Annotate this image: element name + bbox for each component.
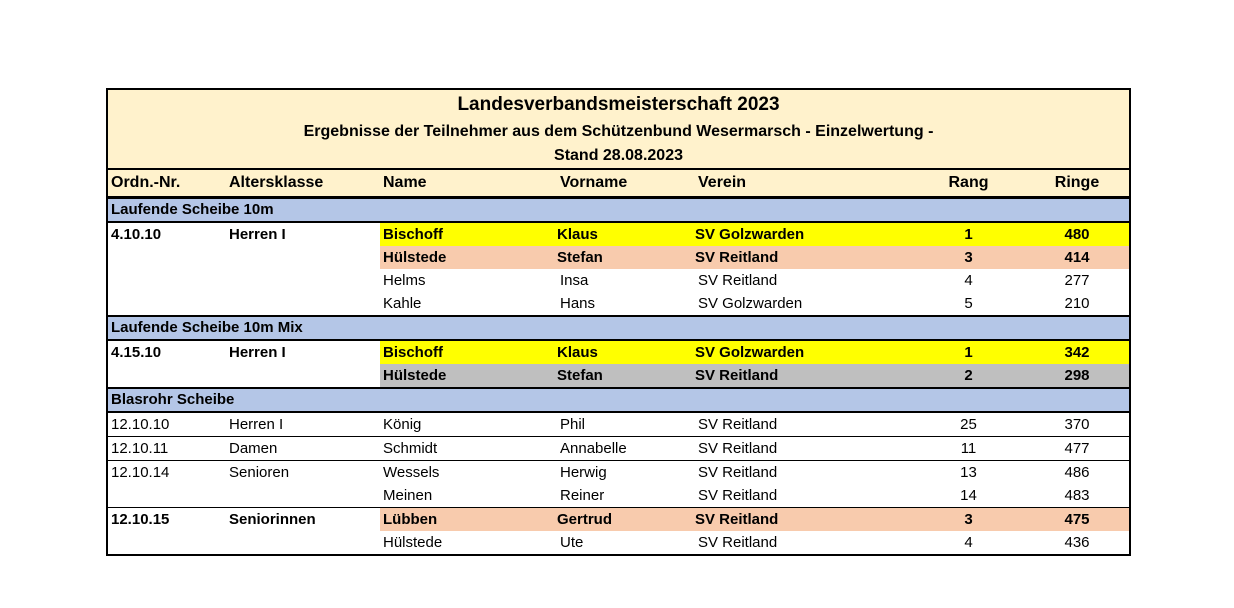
cell-rang: 14 — [960, 487, 977, 504]
cell-verein: SV Reitland — [695, 246, 912, 269]
table-row — [108, 364, 1129, 387]
results-body — [108, 199, 1129, 554]
cell-klasse: Damen — [229, 440, 278, 457]
cell-ringe: 475 — [1025, 508, 1129, 531]
table-row — [108, 246, 1129, 269]
sheet-date: Stand 28.08.2023 — [554, 147, 683, 164]
cell-verein: SV Reitland — [698, 534, 778, 551]
cell-vorname: Klaus — [557, 341, 695, 364]
sheet-subtitle: Ergebnisse der Teilnehmer aus dem Schützenbund Wesermarsch - Einzelwertung - — [303, 123, 934, 140]
cell-klasse: Herren I — [229, 226, 286, 243]
cell-name: Lübben — [380, 508, 557, 531]
cell-ringe: 298 — [1025, 364, 1129, 387]
cell-verein: SV Golzwarden — [695, 223, 912, 246]
col-header-verein: Verein — [698, 174, 747, 191]
cell-vorname: Stefan — [557, 364, 695, 387]
col-header-ordn: Ordn.-Nr. — [111, 174, 181, 191]
cell-ordn — [108, 269, 226, 292]
cell-klasse: Seniorinnen — [229, 511, 316, 528]
cell-klasse — [226, 246, 380, 269]
cell-ordn: 12.10.15 — [111, 511, 170, 528]
cell-verein: SV Reitland — [698, 464, 778, 481]
cell-rang: 3 — [912, 246, 1025, 269]
cell-verein: SV Golzwarden — [695, 341, 912, 364]
cell-ringe: 436 — [1064, 534, 1090, 551]
cell-vorname: Hans — [560, 295, 596, 312]
cell-ordn: 12.10.11 — [111, 440, 169, 457]
results-sheet — [106, 88, 1131, 556]
cell-verein: SV Reitland — [698, 487, 778, 504]
cell-ringe: 477 — [1064, 440, 1090, 457]
cell-verein: SV Reitland — [698, 440, 778, 457]
cell-rang: 2 — [912, 364, 1025, 387]
cell-name: Kahle — [383, 295, 422, 312]
cell-rang: 4 — [964, 272, 973, 289]
cell-ringe: 414 — [1025, 246, 1129, 269]
cell-rang: 3 — [912, 508, 1025, 531]
cell-rang: 4 — [964, 534, 973, 551]
cell-verein: SV Reitland — [695, 364, 912, 387]
cell-rang: 13 — [960, 464, 977, 481]
table-row — [108, 436, 1129, 460]
cell-verein: SV Reitland — [698, 272, 778, 289]
table-row — [108, 531, 1129, 554]
cell-vorname: Herwig — [560, 464, 607, 481]
table-row — [108, 507, 1129, 531]
table-row — [108, 413, 1129, 436]
table-row — [108, 269, 1129, 292]
cell-name: Hülstede — [383, 534, 443, 551]
table-row — [108, 341, 1129, 364]
section-header: Laufende Scheibe 10m Mix — [108, 315, 1129, 341]
section-header: Blasrohr Scheibe — [108, 387, 1129, 413]
cell-rang: 5 — [964, 295, 973, 312]
sheet-header — [108, 90, 1129, 170]
cell-ringe: 483 — [1064, 487, 1090, 504]
col-header-ringe: Ringe — [1054, 174, 1100, 191]
cell-vorname: Klaus — [557, 223, 695, 246]
cell-klasse — [226, 269, 380, 292]
cell-ringe: 342 — [1025, 341, 1129, 364]
cell-klasse: Herren I — [229, 416, 284, 433]
cell-ringe: 370 — [1064, 416, 1090, 433]
sheet-title: Landesverbandsmeisterschaft 2023 — [457, 94, 780, 115]
cell-klasse: Herren I — [229, 344, 286, 361]
cell-ringe: 486 — [1064, 464, 1090, 481]
cell-klasse — [226, 531, 380, 554]
col-header-rang: Rang — [948, 174, 989, 191]
cell-vorname: Gertrud — [557, 508, 695, 531]
cell-ringe: 480 — [1025, 223, 1129, 246]
table-row — [108, 223, 1129, 246]
cell-ordn: 4.15.10 — [111, 344, 162, 361]
cell-klasse — [226, 292, 380, 315]
cell-verein: SV Reitland — [695, 508, 912, 531]
cell-ringe: 210 — [1064, 295, 1090, 312]
cell-name: Wessels — [383, 464, 440, 481]
cell-name: König — [383, 416, 422, 433]
section-header: Laufende Scheibe 10m — [108, 199, 1129, 223]
cell-klasse — [226, 364, 380, 387]
cell-klasse — [226, 484, 380, 507]
cell-verein: SV Golzwarden — [698, 295, 803, 312]
cell-name: Hülstede — [380, 364, 557, 387]
cell-klasse: Senioren — [229, 464, 290, 481]
cell-rang: 11 — [960, 440, 977, 457]
cell-verein: SV Reitland — [698, 416, 778, 433]
col-header-klasse: Altersklasse — [229, 174, 324, 191]
cell-ringe: 277 — [1064, 272, 1090, 289]
cell-ordn — [108, 292, 226, 315]
cell-name: Helms — [383, 272, 426, 289]
cell-vorname: Annabelle — [560, 440, 627, 457]
cell-ordn — [108, 531, 226, 554]
cell-name: Hülstede — [380, 246, 557, 269]
cell-rang: 1 — [912, 223, 1025, 246]
cell-name: Meinen — [383, 487, 433, 504]
table-row — [108, 292, 1129, 315]
cell-ordn — [108, 364, 226, 387]
cell-name: Schmidt — [383, 440, 438, 457]
col-header-vorname: Vorname — [560, 174, 628, 191]
cell-ordn — [108, 246, 226, 269]
cell-vorname: Reiner — [560, 487, 605, 504]
cell-name: Bischoff — [380, 341, 557, 364]
cell-name: Bischoff — [380, 223, 557, 246]
table-row — [108, 484, 1129, 507]
cell-vorname: Stefan — [557, 246, 695, 269]
cell-vorname: Insa — [560, 272, 589, 289]
cell-ordn: 4.10.10 — [111, 226, 162, 243]
cell-ordn: 12.10.14 — [111, 464, 170, 481]
cell-rang: 1 — [912, 341, 1025, 364]
cell-ordn — [108, 484, 226, 507]
table-row — [108, 460, 1129, 484]
cell-ordn: 12.10.10 — [111, 416, 170, 433]
cell-rang: 25 — [960, 416, 977, 433]
column-headers — [108, 170, 1129, 199]
col-header-name: Name — [383, 174, 427, 191]
cell-vorname: Phil — [560, 416, 586, 433]
cell-vorname: Ute — [560, 534, 584, 551]
